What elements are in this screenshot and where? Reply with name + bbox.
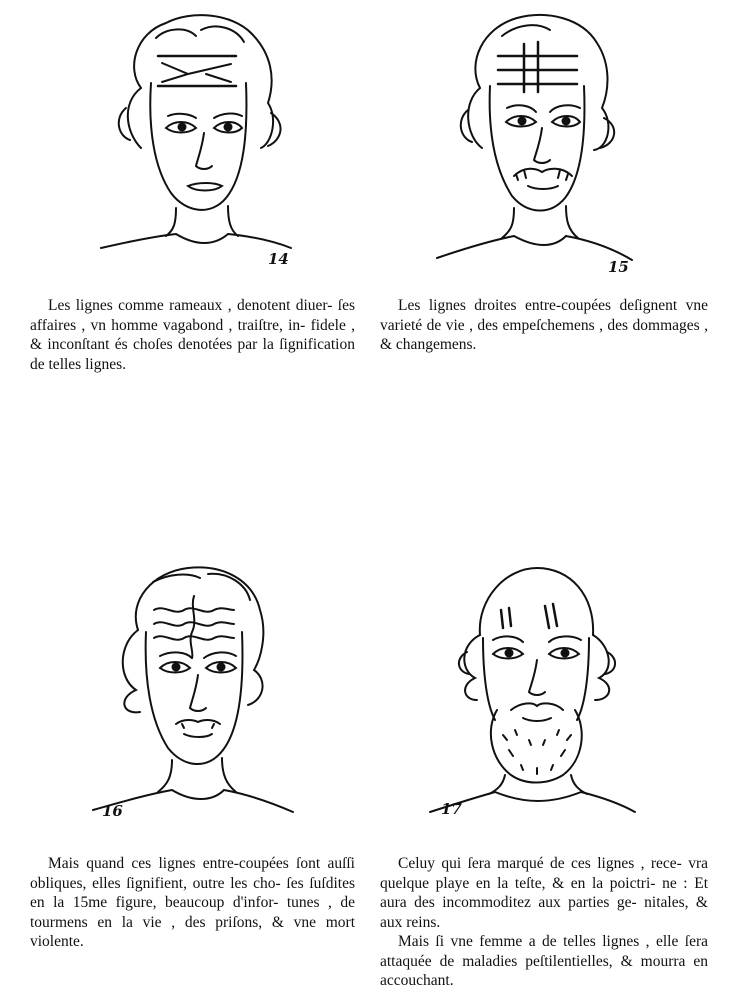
- figure-16-illustration: [88, 560, 298, 825]
- caption-line: nitales, & aux reins.: [380, 894, 708, 931]
- caption-line: vra quelque playe en la teſte, & en la poictri-: [380, 855, 708, 892]
- figure-number: 14: [268, 250, 289, 268]
- caption-figure-14: [30, 296, 355, 374]
- caption-line: Celuy qui ſera marqué de ces lignes , rece-: [398, 855, 682, 872]
- caption-line: mourra en accouchant.: [380, 952, 708, 989]
- caption-figure-16: [30, 854, 355, 952]
- caption-line: dommages , & changemens.: [380, 316, 708, 353]
- caption-figure-17: [380, 854, 708, 991]
- caption-line: Les lignes droites entre-coupées deſignent: [398, 297, 678, 314]
- figure-number: 17: [441, 800, 462, 818]
- figure-number: 15: [608, 258, 629, 276]
- caption-figure-15: [380, 296, 708, 355]
- caption-line: vne mort violente.: [30, 913, 356, 950]
- face-portrait-16: [88, 560, 298, 825]
- figure-17-illustration: [425, 560, 640, 825]
- caption-line: vne varieté de vie , des empeſchemens , des: [380, 297, 708, 334]
- caption-line: ſes affaires , vn homme vagabond , traiſtre, in-: [30, 297, 355, 334]
- figure-number: 16: [102, 802, 123, 820]
- face-portrait-14: [96, 8, 296, 270]
- caption-line: Les lignes comme rameaux , denotent diuer-: [48, 297, 333, 314]
- caption-line: ſera attaquée de maladies peſtilentielles, &: [380, 933, 709, 970]
- figure-15-illustration: [432, 8, 637, 276]
- caption-line: ſes ſuſdites en la 15me figure, beaucoup d'infor-: [30, 874, 355, 911]
- face-portrait-17: [425, 560, 640, 825]
- caption-line: ne : Et aura des incommoditez aux parties ge-: [380, 874, 709, 911]
- caption-line: ſignification de telles lignes.: [30, 336, 355, 373]
- caption-line: Mais quand ces lignes entre-coupées ſont: [48, 855, 321, 872]
- figure-14-illustration: [96, 8, 296, 270]
- caption-line: Mais ſi vne femme a de telles lignes , elle: [398, 933, 679, 950]
- caption-line: tunes , de tourmens en la vie , des priſons, &: [30, 894, 355, 931]
- face-portrait-15: [432, 8, 637, 273]
- caption-line: fidele , & inconſtant és choſes denotées par la: [30, 316, 355, 353]
- caption-line: auſſi obliques, elles ſignifient, outre les cho-: [30, 855, 355, 892]
